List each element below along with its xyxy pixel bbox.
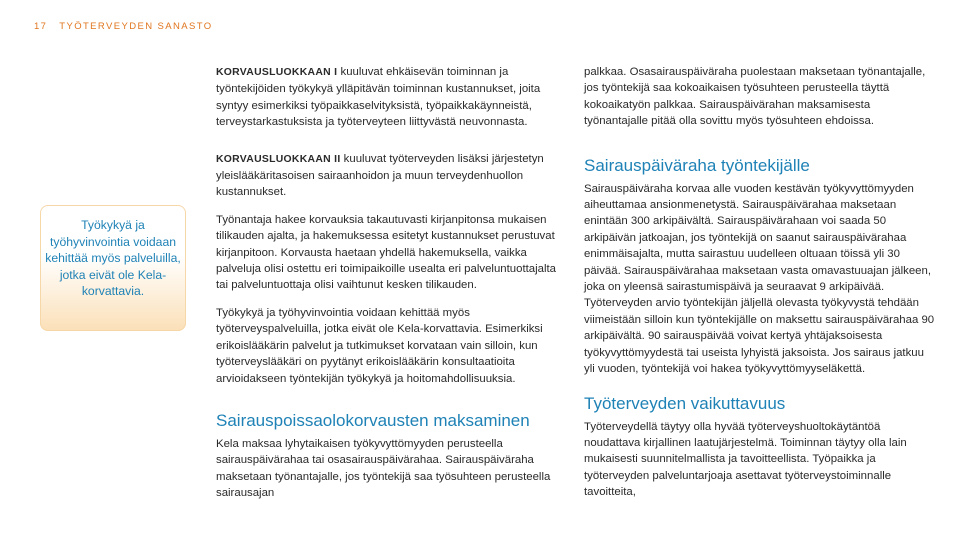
paragraph-vaikuttavuus: Työterveydellä täytyy olla hyvää työterveyshuoltokäytäntöä noudattava kirjallinen laatujärjestelmä. Toiminnan täytyy olla lain mukaisesti suunnitelmallista ja tavoitteellista. Työpaikka ja työterveyden palveluntarjoaja asettavat työterveystoiminnalle tavoitteita, [584,420,907,499]
heading-sairauspoissaolokorvaukset: Sairauspoissaolokorvausten maksaminen [216,410,530,430]
heading-sairauspaivaraha: Sairauspäiväraha työntekijälle [584,155,810,175]
lead-korvausluokka-1: KORVAUSLUOKKAAN I [216,67,338,78]
paragraph-korvausluokka-2 [216,151,568,201]
callout-box [40,205,186,331]
lead-korvausluokka-2: KORVAUSLUOKKAAN II [216,153,341,165]
page-header [34,21,213,32]
paragraph-korvausluokka-1 [216,64,568,131]
paragraph-kela-maksaa: Kela maksaa lyhytaikaisen työkyvyttömyyden perusteella sairauspäivärahaa tai osasairauspäivärahaa. Sairauspäiväraha maksetaan työnantajalle, jos työntekijä saa työsuhteen perusteella sairausajan [216,437,551,500]
paragraph-tyokyky: Työkykyä ja työhyvinvointia voidaan kehittää myös työterveyspalveluilla, jotka eivät ole Kela-korvattavia. Esimerkiksi erikoislääkärin palvelut ja tutkimukset korvataan vain silloin, kun työterveyslääkäri on pyytänyt erikoislääkärin konsultaatioita arvioidakseen työntekijän työkykyä ja hoitomahdollisuuksia. [216,306,543,385]
paragraph-hakemus: Työnantaja hakee korvauksia takautuvasti kirjanpitonsa mukaisen tilikauden ajalta, ja hakemuksessa esitetyt kustannukset perustuvat kirjanpitoon. Korvausta haetaan yhdellä hakemuksella, vaikka palveluja olisi ostettu eri toimipaikoille usealta eri palveluntuottajalta tai palveluntuottaja olisi vaihtunut kesken tilikauden. [216,213,557,292]
middle-column [216,64,568,513]
heading-vaikuttavuus: Työterveyden vaikuttavuus [584,393,786,413]
paragraph-osasairauspaivaraha: palkkaa. Osasairauspäiväraha puolestaan maksetaan työnantajalle, jos työntekijä saa kokoaikaisen työsuhteen perusteella täyttä kokoaikatyön palkkaa. Sairauspäivärahan maksamisesta työnantajalle pitää olla sovittu myös työsuhteen ehdoissa. [584,66,926,128]
page-number: 17 [34,21,48,32]
text-korvausluokka-2: kuuluvat työterveyden lisäksi järjestetyn yleislääkäritasoisen sairaanhoidon ja muun terveydenhuollon kustannukset. [216,152,544,199]
text-korvausluokka-1: kuuluvat ehkäisevän toiminnan ja työntekijöiden työkykyä ylläpitävän toiminnan kustannukset, joita syntyy esimerkiksi työpaikkaselvityksistä, työpaikkakäynneistä, terveystarkastuksista ja työterveyteen liittyvästä neuvonnasta. [216,66,541,129]
section-title: TYÖTERVEYDEN SANASTO [59,21,213,32]
callout-text: Työkykyä ja työhyvinvointia voidaan kehittää myös palveluilla, jotka eivät ole Kela-korvattavia. [45,218,181,299]
right-column [584,64,936,512]
paragraph-sairauspaivaraha: Sairauspäiväraha korvaa alle vuoden kestävän työkyvyttömyyden aiheuttamaa ansionmenetystä. Sairauspäivärahaa maksetaan enintään 300 arkipäivältä. Sairauspäivärahaan voi saada 50 arkipäivän jatkoajan, jos työntekijä on saanut sairauspäivärahaa enimmäisajalta, mutta sairastuu uudelleen oltuaan töissä yli 30 päivää. Sairauspäivärahaa maksetaan vasta omavastuuajan jälkeen, joka on yleensä sairastumispäivä ja seuraavat 9 arkipäivää. Työterveyden arvio työntekijän jäljellä olevasta työkyvystä tehdään viimeistään silloin kun työntekijälle on maksettu sairauspäivärahaa 90 arkipäivältä. 90 sairauspäivää voivat kertyä yhtäjaksoisesta työkyvyttömyydestä tai useista lyhyistä jaksoista. Jos sairaus jatkuu yli vuoden, työntekijä voi hakea työkyvyttömyyseläkettä. [584,182,935,376]
